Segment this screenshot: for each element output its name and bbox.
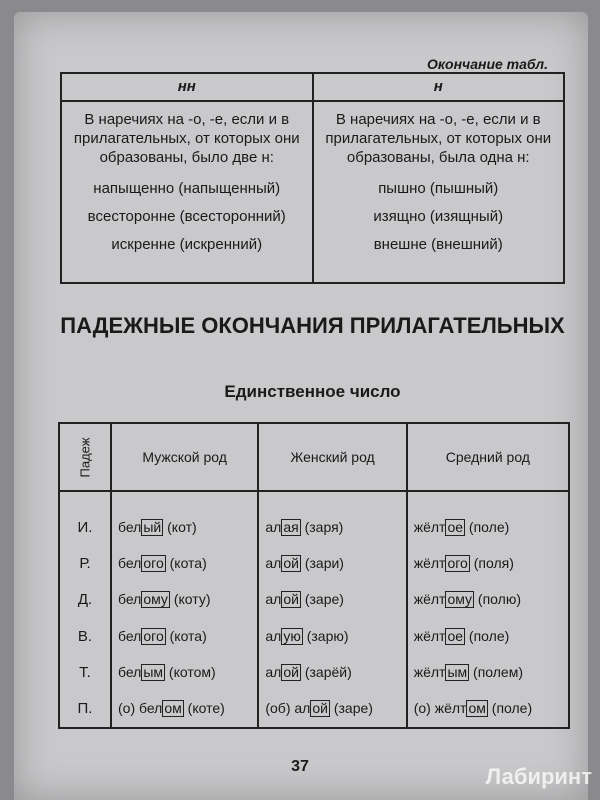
endings-table — [58, 422, 570, 729]
stem: жёлт — [413, 591, 446, 608]
table-row — [59, 491, 569, 545]
example-n-1: пышно (пышный) — [378, 180, 499, 197]
noun: (заре) — [329, 700, 373, 717]
ending-box: ое — [447, 519, 464, 535]
stem: бел — [118, 519, 142, 535]
column-n — [314, 102, 564, 282]
table-row — [59, 655, 569, 692]
stem: бел — [118, 627, 142, 644]
header-feminine: Женский род — [258, 423, 406, 491]
stem: жёлт — [413, 664, 446, 681]
case-label: И. — [59, 491, 111, 545]
stem: бел — [118, 591, 142, 608]
form-n — [407, 545, 569, 582]
form-n — [407, 491, 569, 545]
noun: (поле) — [465, 519, 510, 535]
continuation-header — [62, 74, 563, 102]
form-m — [111, 655, 258, 692]
case-label: Р. — [59, 545, 111, 582]
running-head: Окончание табл. — [427, 56, 548, 72]
stem: жёлт — [413, 519, 446, 535]
example-nn-2: всесторонне (всесторонний) — [87, 208, 286, 225]
table-header-row — [59, 423, 569, 491]
continuation-table — [60, 72, 565, 284]
noun: (поле) — [465, 627, 510, 644]
noun: (зарёй) — [300, 664, 352, 681]
noun: (поля) — [469, 554, 514, 571]
form-n — [407, 582, 569, 619]
noun: (полем) — [469, 664, 524, 681]
case-label: В. — [59, 618, 111, 655]
header-case: Падеж — [59, 423, 111, 491]
form-n — [407, 691, 569, 728]
table-row — [59, 582, 569, 619]
example-nn-1: напыщенно (напыщенный) — [93, 180, 281, 197]
stem: (об) ал — [265, 700, 311, 717]
stem: ал — [265, 554, 282, 571]
form-n — [407, 618, 569, 655]
noun: (полю) — [474, 591, 521, 608]
noun: (заря) — [300, 519, 344, 535]
section-title: ПАДЕЖНЫЕ ОКОНЧАНИЯ ПРИЛАГАТЕЛЬНЫХ — [60, 313, 565, 338]
form-f — [258, 545, 406, 582]
stem: (о) бел — [118, 700, 163, 717]
stem: ал — [265, 664, 282, 681]
ending-box: ым — [447, 664, 468, 681]
noun: (котом) — [165, 664, 216, 681]
ending-box: ая — [283, 519, 299, 535]
watermark-logo: Лабиринт — [485, 764, 592, 789]
header-nn: нн — [62, 74, 314, 100]
case-label: Т. — [59, 655, 111, 692]
form-m — [111, 582, 258, 619]
noun: (кот) — [163, 519, 197, 535]
table-row — [59, 618, 569, 655]
case-label: П. — [59, 691, 111, 728]
form-m — [111, 545, 258, 582]
ending-box: ое — [447, 627, 464, 644]
form-n — [407, 655, 569, 692]
form-m — [111, 491, 258, 545]
stem: ал — [265, 627, 282, 644]
form-f — [258, 582, 406, 619]
header-n: н — [433, 78, 443, 95]
form-f — [258, 691, 406, 728]
example-n-3: внешне (внешний) — [373, 236, 503, 253]
ending-box: ому — [447, 591, 473, 608]
ending-box: ого — [143, 554, 164, 571]
column-nn — [62, 102, 314, 282]
noun: (поле) — [487, 700, 533, 717]
form-m — [111, 691, 258, 728]
rule-n: В наречиях на -о, -е, если и в прилагательных, от которых они образованы, была одна н: — [325, 111, 552, 166]
ending-box: ого — [143, 627, 164, 644]
ending-box: ым — [143, 664, 164, 681]
header-masculine: Мужской род — [111, 423, 258, 491]
continuation-body — [62, 102, 563, 282]
stem: ал — [265, 591, 282, 608]
ending-box: ой — [312, 700, 328, 717]
example-nn-3: искренне (искренний) — [111, 236, 263, 253]
ending-box: ом — [164, 700, 182, 717]
form-m — [111, 618, 258, 655]
table-row — [59, 691, 569, 728]
ending-box: ому — [143, 591, 168, 608]
form-f — [258, 491, 406, 545]
page-number: 37 — [291, 758, 309, 775]
stem: ал — [265, 519, 282, 535]
noun: (зари) — [300, 554, 344, 571]
section-subtitle: Единственное число — [224, 382, 401, 401]
noun: (кота) — [165, 554, 207, 571]
stem: бел — [118, 664, 142, 681]
stem: (о) жёлт — [413, 700, 467, 717]
example-n-2: изящно (изящный) — [373, 208, 504, 225]
ending-box: ой — [283, 554, 299, 571]
noun: (коте) — [183, 700, 225, 717]
table-body — [59, 491, 569, 728]
table-row — [59, 545, 569, 582]
ending-box: ый — [143, 519, 162, 535]
stem: жёлт — [413, 554, 446, 571]
ending-box: ой — [283, 591, 299, 608]
stem: бел — [118, 554, 142, 571]
noun: (кота) — [165, 627, 207, 644]
ending-box: ой — [283, 664, 299, 681]
noun: (коту) — [169, 591, 211, 608]
ending-box: ом — [468, 700, 486, 717]
stem: жёлт — [413, 627, 446, 644]
rule-nn: В наречиях на -о, -е, если и в прилагательных, от которых они образованы, было две н: — [73, 111, 300, 166]
case-label: Д. — [59, 582, 111, 619]
noun: (заре) — [300, 591, 344, 608]
header-neuter: Средний род — [407, 423, 569, 491]
ending-box: ую — [283, 627, 301, 644]
ending-box: ого — [447, 554, 468, 571]
noun: (зарю) — [302, 627, 349, 644]
form-f — [258, 618, 406, 655]
form-f — [258, 655, 406, 692]
